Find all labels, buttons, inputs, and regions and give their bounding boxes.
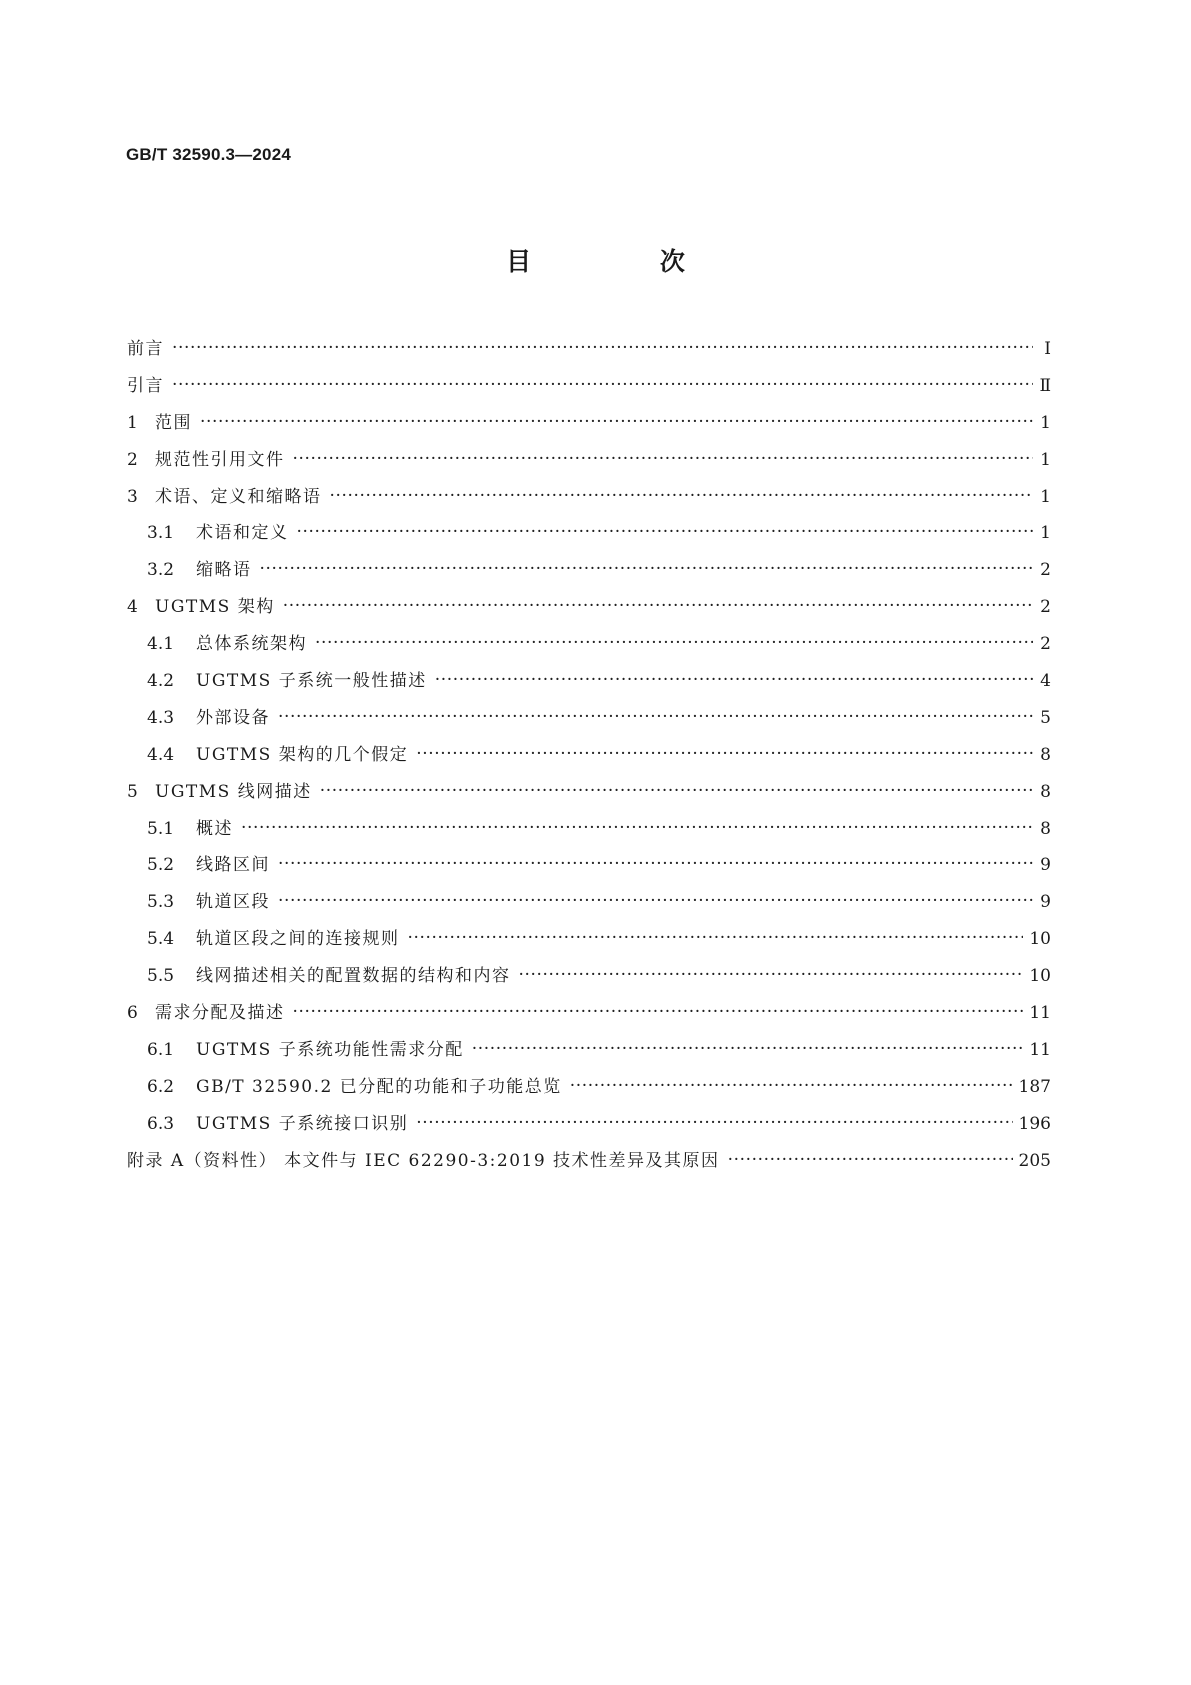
- dot-leader: [330, 484, 1034, 508]
- toc-entry-number: 4.4: [147, 744, 175, 765]
- toc-entry[interactable]: [127, 890, 1051, 927]
- dot-leader: [283, 594, 1033, 618]
- toc-entry-label: UGTMS 子系统一般性描述: [196, 671, 427, 692]
- toc-entry-label: UGTMS 子系统接口识别: [196, 1113, 409, 1134]
- dot-leader: [260, 557, 1034, 581]
- toc-entry[interactable]: [127, 485, 1051, 522]
- toc-entry[interactable]: [127, 374, 1051, 411]
- toc-entry-page-number: 11: [1029, 1003, 1051, 1024]
- toc-entry-label: 缩略语: [196, 560, 252, 581]
- toc-entry-number: 5: [127, 781, 138, 802]
- toc-entry[interactable]: [127, 558, 1051, 595]
- dot-leader: [293, 447, 1034, 471]
- toc-entry-page-number: 1: [1040, 412, 1051, 433]
- toc-entry[interactable]: [127, 669, 1051, 706]
- document-number: GB/T 32590.3—2024: [126, 145, 291, 164]
- toc-entry-label: 前言: [127, 339, 164, 359]
- toc-entry[interactable]: [127, 1001, 1051, 1038]
- toc-entry-page-number: 4: [1040, 671, 1051, 692]
- toc-entry-number: 4: [127, 597, 138, 618]
- dot-leader: [570, 1074, 1013, 1098]
- toc-entry[interactable]: [127, 1075, 1051, 1112]
- dot-leader: [278, 852, 1033, 876]
- toc-entry-number: 6: [127, 1003, 138, 1024]
- toc-entry-page-number: 2: [1040, 597, 1051, 618]
- toc-entry-page-number: 1: [1040, 486, 1051, 507]
- dot-leader: [435, 668, 1033, 692]
- dot-leader: [172, 373, 1033, 397]
- table-of-contents: [127, 337, 1051, 1185]
- toc-entry-label: 线网描述相关的配置数据的结构和内容: [196, 966, 511, 987]
- toc-entry-number: 5.4: [147, 929, 175, 950]
- toc-entry-number: 3.2: [147, 560, 175, 581]
- toc-entry-page-number: 10: [1029, 929, 1051, 950]
- toc-entry-number: 3.1: [147, 523, 175, 544]
- dot-leader: [200, 410, 1033, 434]
- toc-entry-label: UGTMS 子系统功能性需求分配: [196, 1039, 464, 1060]
- toc-entry-page-number: Ⅱ: [1039, 375, 1051, 396]
- toc-entry-number: 5.2: [147, 855, 175, 876]
- dot-leader: [315, 631, 1033, 655]
- toc-entry-number: 4.1: [147, 634, 175, 655]
- dot-leader: [278, 889, 1033, 913]
- toc-entry-page-number: 196: [1018, 1113, 1051, 1134]
- dot-leader: [519, 963, 1024, 987]
- dot-leader: [278, 705, 1033, 729]
- toc-entry-page-number: 2: [1040, 560, 1051, 581]
- dot-leader: [416, 742, 1033, 766]
- toc-entry[interactable]: [127, 521, 1051, 558]
- toc-entry-number: 1: [127, 412, 138, 433]
- toc-entry-page-number: 5: [1040, 707, 1051, 728]
- toc-entry-number: 6.2: [147, 1076, 175, 1097]
- toc-entry-page-number: 8: [1040, 781, 1051, 802]
- toc-entry-page-number: 187: [1018, 1076, 1051, 1097]
- toc-entry-number: 5.3: [147, 892, 175, 913]
- toc-entry[interactable]: [127, 411, 1051, 448]
- toc-entry-label: UGTMS 架构的几个假定: [196, 744, 409, 765]
- dot-leader: [728, 1148, 1013, 1172]
- toc-entry-page-number: 9: [1040, 855, 1051, 876]
- toc-entry-number: 4.3: [147, 707, 175, 728]
- toc-entry-page-number: 9: [1040, 892, 1051, 913]
- toc-entry[interactable]: [127, 1038, 1051, 1075]
- toc-entry-label: UGTMS 架构: [155, 597, 275, 618]
- toc-entry-page-number: 205: [1018, 1150, 1051, 1171]
- toc-entry[interactable]: [127, 632, 1051, 669]
- toc-entry-page-number: 1: [1040, 523, 1051, 544]
- toc-entry[interactable]: [127, 337, 1051, 374]
- toc-entry-label: 附录 A（资料性） 本文件与 IEC 62290-3:2019 技术性差异及其原因: [127, 1150, 720, 1171]
- dot-leader: [472, 1037, 1024, 1061]
- toc-entry-page-number: 8: [1040, 744, 1051, 765]
- toc-entry-label: 需求分配及描述: [155, 1003, 285, 1024]
- dot-leader: [408, 926, 1024, 950]
- dot-leader: [416, 1111, 1012, 1135]
- toc-entry-number: 5.1: [147, 818, 175, 839]
- toc-entry-label: 术语和定义: [196, 523, 289, 544]
- toc-entry-page-number: 1: [1040, 449, 1051, 470]
- toc-entry[interactable]: [127, 927, 1051, 964]
- toc-entry-number: 6.3: [147, 1113, 175, 1134]
- toc-entry-label: 线路区间: [196, 855, 270, 876]
- page-title: 目 次: [506, 247, 745, 276]
- toc-entry[interactable]: [127, 964, 1051, 1001]
- toc-entry-label: 引言: [127, 375, 164, 396]
- toc-entry-page-number: Ⅰ: [1044, 339, 1051, 359]
- toc-entry[interactable]: [127, 706, 1051, 743]
- toc-entry[interactable]: [127, 595, 1051, 632]
- toc-entry-label: 术语、定义和缩略语: [155, 486, 322, 507]
- dot-leader: [172, 336, 1033, 360]
- dot-leader: [241, 816, 1033, 840]
- toc-entry-page-number: 10: [1029, 966, 1051, 987]
- toc-entry[interactable]: [127, 743, 1051, 780]
- toc-entry-label: GB/T 32590.2 已分配的功能和子功能总览: [196, 1076, 562, 1097]
- toc-entry-page-number: 8: [1040, 818, 1051, 839]
- toc-entry[interactable]: [127, 1149, 1051, 1186]
- toc-entry-label: 范围: [155, 412, 192, 433]
- dot-leader: [320, 779, 1033, 803]
- toc-entry-number: 5.5: [147, 966, 175, 987]
- toc-entry[interactable]: [127, 1112, 1051, 1149]
- toc-entry-page-number: 11: [1029, 1039, 1051, 1060]
- toc-entry-label: 规范性引用文件: [155, 449, 285, 470]
- toc-entry[interactable]: [127, 448, 1051, 485]
- toc-entry-label: 轨道区段之间的连接规则: [196, 929, 400, 950]
- toc-entry-label: 轨道区段: [196, 892, 270, 913]
- toc-entry[interactable]: [127, 817, 1051, 854]
- dot-leader: [293, 1000, 1024, 1024]
- toc-entry-number: 3: [127, 486, 138, 507]
- toc-entry-label: 概述: [196, 818, 233, 839]
- dot-leader: [297, 520, 1034, 544]
- toc-entry-number: 4.2: [147, 671, 175, 692]
- toc-entry-number: 2: [127, 449, 138, 470]
- toc-entry-number: 6.1: [147, 1039, 175, 1060]
- toc-entry-label: 总体系统架构: [196, 634, 307, 655]
- toc-entry[interactable]: [127, 780, 1051, 817]
- toc-entry-label: 外部设备: [196, 707, 270, 728]
- toc-entry-page-number: 2: [1040, 634, 1051, 655]
- toc-entry[interactable]: [127, 853, 1051, 890]
- toc-entry-label: UGTMS 线网描述: [155, 781, 312, 802]
